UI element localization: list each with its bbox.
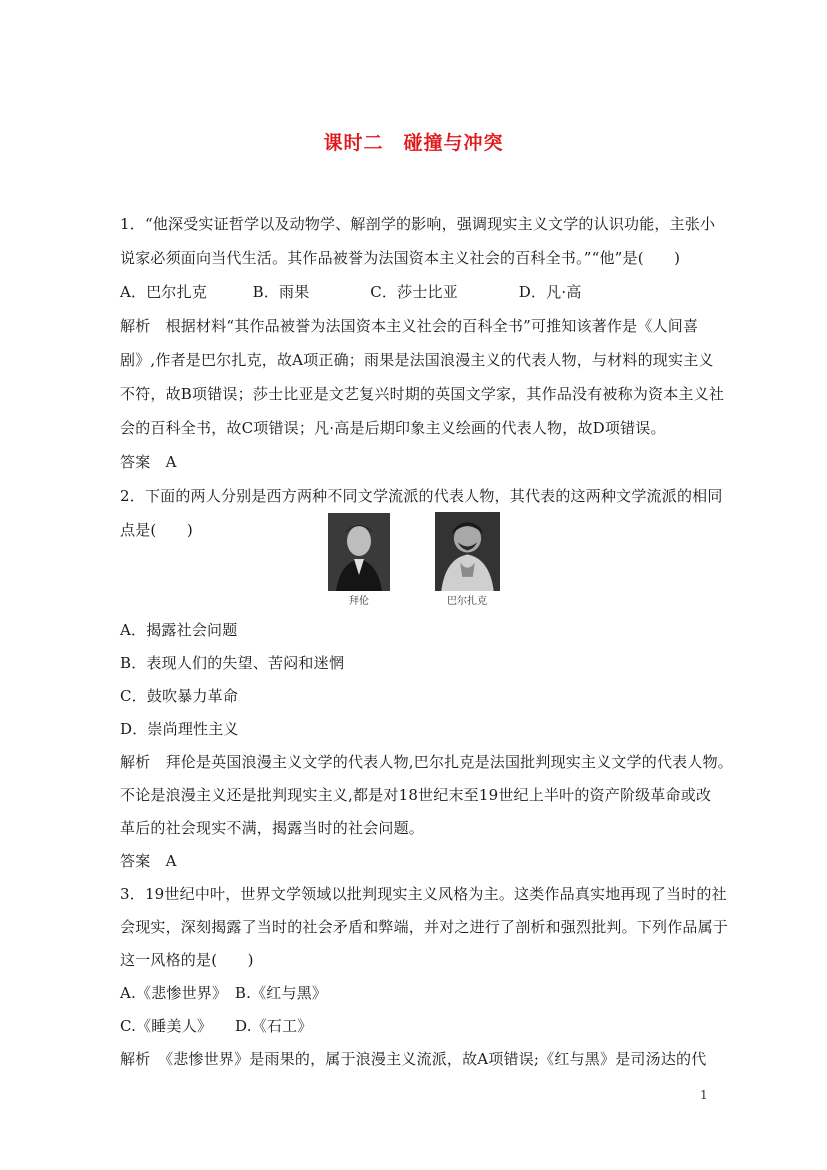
q2-option-a: A．揭露社会问题 — [120, 621, 238, 639]
q2-analysis-line-2: 不论是浪漫主义还是批判现实主义,都是对18世纪末至19世纪上半叶的资产阶级革命或改 — [120, 786, 712, 804]
page-number: 1 — [700, 1088, 708, 1102]
q2-option-c: C．鼓吹暴力革命 — [120, 687, 239, 705]
q3-stem-line-3: 这一风格的是( ) — [120, 951, 254, 969]
q1-analysis-line-1: 解析 根据材料“其作品被誉为法国资本主义社会的百科全书”可推知该著作是《人间喜 — [120, 317, 699, 335]
q1-analysis-line-4: 会的百科全书，故C项错误；凡·高是后期印象主义绘画的代表人物，故D项错误。 — [120, 419, 666, 437]
caption-balzac: 巴尔扎克 — [447, 596, 487, 607]
page-title: 课时二 碰撞与冲突 — [323, 132, 504, 154]
q1-options: A．巴尔扎克 B．雨果 C．莎士比亚 D．凡·高 — [120, 283, 582, 301]
q3-stem-line-2: 会现实，深刻揭露了当时的社会矛盾和弊端，并对之进行了剖析和强烈批判。下列作品属于 — [120, 918, 729, 936]
portrait-balzac — [435, 512, 500, 591]
caption-byron: 拜伦 — [349, 596, 369, 607]
portrait-balzac-image — [435, 512, 500, 591]
q3-stem-line-1: 3．19世纪中叶，世界文学领域以批判现实主义风格为主。这类作品真实地再现了当时的社 — [120, 885, 727, 903]
q2-stem-line-2: 点是( ) — [120, 521, 193, 539]
portrait-byron — [328, 513, 390, 591]
q3-analysis-line-1: 解析 《悲惨世界》是雨果的，属于浪漫主义流派，故A项错误;《红与黑》是司汤达的代 — [120, 1050, 707, 1068]
q2-option-d: D．崇尚理性主义 — [120, 720, 239, 738]
q1-analysis-line-3: 不符，故B项错误；莎士比亚是文艺复兴时期的英国文学家，其作品没有被称为资本主义社 — [120, 385, 725, 403]
q2-analysis-line-1: 解析 拜伦是英国浪漫主义文学的代表人物,巴尔扎克是法国批判现实主义文学的代表人物。 — [120, 753, 733, 771]
q2-option-b: B．表现人们的失望、苦闷和迷惘 — [120, 654, 345, 672]
q2-stem-line-1: 2．下面的两人分别是西方两种不同文学流派的代表人物，其代表的这两种文学流派的相同 — [120, 487, 723, 505]
q1-answer: 答案 A — [120, 453, 177, 471]
q2-analysis-line-3: 革后的社会现实不满，揭露当时的社会问题。 — [120, 819, 425, 837]
q2-answer: 答案 A — [120, 852, 177, 870]
q1-stem-line-1: 1．“他深受实证哲学以及动物学、解剖学的影响，强调现实主义文学的认识功能，主张小 — [120, 215, 716, 233]
q3-options-cd: C.《睡美人》 D.《石工》 — [120, 1017, 313, 1035]
q1-analysis-line-2: 剧》,作者是巴尔扎克，故A项正确；雨果是法国浪漫主义的代表人物，与材料的现实主义 — [120, 351, 714, 369]
q1-stem-line-2: 说家必须面向当代生活。其作品被誉为法国资本主义社会的百科全书。”“他”是( ) — [120, 249, 681, 267]
q3-options-ab: A.《悲惨世界》 B.《红与黑》 — [120, 984, 328, 1002]
portrait-byron-image — [328, 513, 390, 591]
